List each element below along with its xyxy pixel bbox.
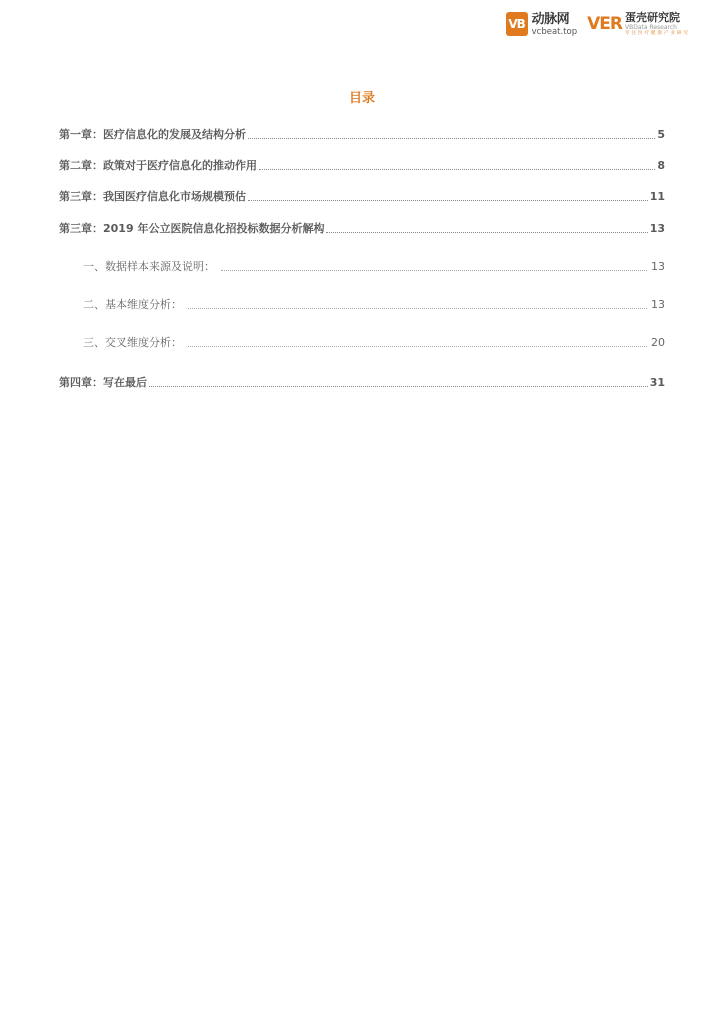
toc-leader-dots [188,308,647,309]
vbdata-logo-cn: 蛋壳研究院 [625,11,680,24]
toc-entry-label: 第三章：2019 年公立医院信息化招投标数据分析解构 [59,222,325,235]
vcbeat-logo [506,12,578,36]
toc-entry-label: 第四章：写在最后 [59,376,147,389]
toc-leader-dots [248,200,648,201]
vbdata-logo-sub: 专注医疗健康产业研究 [625,31,690,36]
toc-entry-section-2[interactable] [83,297,665,313]
toc-entry-label: 二、基本维度分析： [83,298,182,311]
toc-entry-chapter-2[interactable] [59,158,665,174]
toc-entry-page: 5 [657,128,665,141]
toc-leader-dots [149,386,648,387]
toc-entry-chapter-4[interactable] [59,375,665,391]
toc-entry-page: 31 [649,376,665,389]
toc-leader-dots [259,169,655,170]
toc-leader-dots [188,346,647,347]
toc-entry-label: 一、数据样本来源及说明： [83,260,215,273]
toc-entry-page: 11 [649,190,665,203]
toc-entry-label: 第一章：医疗信息化的发展及结构分析 [59,128,246,141]
toc-entry-chapter-3[interactable] [59,189,665,205]
toc-entry-page: 13 [649,222,665,235]
header [506,12,690,37]
vcbeat-logo-cn: 动脉网 [531,11,570,27]
toc-entry-section-3[interactable] [83,335,665,351]
toc-entry-page: 13 [651,260,665,273]
vbdata-logo [587,12,690,37]
toc-entry-chapter-1[interactable] [59,127,665,143]
toc-leader-dots [248,138,655,139]
toc-entry-label: 第二章：政策对于医疗信息化的推动作用 [59,159,257,172]
toc-title: 目录 [348,91,375,106]
ver-logo-icon: VER [587,13,622,34]
toc-entry-page: 20 [651,336,665,349]
toc-entry-chapter-3b[interactable] [59,221,665,237]
vbdata-logo-en: VBData Research [625,24,677,31]
vb-logo-icon: VB [506,12,528,36]
toc-entry-label: 三、交叉维度分析： [83,336,182,349]
toc-entry-section-1[interactable] [83,259,665,275]
toc-entry-page: 13 [651,298,665,311]
toc-leader-dots [221,270,647,271]
vcbeat-logo-en: vcbeat.top [531,26,578,37]
toc-entry-page: 8 [657,159,665,172]
toc-leader-dots [326,232,647,233]
toc-entry-label: 第三章：我国医疗信息化市场规模预估 [59,190,246,203]
